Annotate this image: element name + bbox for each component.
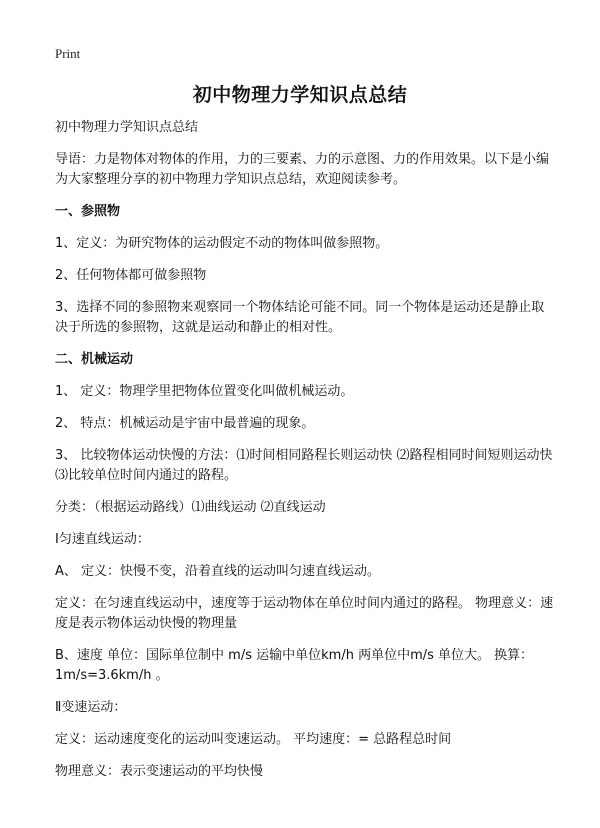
paragraph: 1、 定义：物理学里把物体位置变化叫做机械运动。 [55,384,354,399]
document-body [55,118,555,794]
paragraph: A、 定义：快慢不变，沿着直线的运动叫匀速直线运动。 [55,564,381,579]
paragraph: 2、 特点：机械运动是宇宙中最普遍的现象。 [55,416,315,431]
subtitle-paragraph: 初中物理力学知识点总结 [55,120,199,135]
section-heading-mechanical-motion: 二、机械运动 [55,352,134,367]
paragraph: 2、任何物体都可做参照物 [55,268,207,283]
paragraph: 1、定义：为研究物体的运动假定不动的物体叫做参照物。 [55,236,389,251]
paragraph: 分类：（根据运动路线）⑴曲线运动 ⑵直线运动 [55,500,326,515]
paragraph: 3、选择不同的参照物来观察同一个物体结论可能不同。同一个物体是运动还是静止取决于所选的参照物，这就是运动和静止的相对性。 [55,300,545,335]
section-heading-reference: 一、参照物 [55,204,121,219]
document-title: 初中物理力学知识点总结 [192,84,408,106]
print-link[interactable]: Print [55,46,81,61]
paragraph: B、速度 单位：国际单位制中 m/s 运输中单位km/h 两单位中m/s 单位大。 换算：1m/s=3.6km/h 。 [55,648,534,683]
paragraph: Ⅱ变速运动： [55,700,127,715]
paragraph: 3、 比较物体运动快慢的方法：⑴时间相同路程长则运动快 ⑵路程相同时间短则运动快 ⑶比较单位时间内通过的路程。 [55,448,553,483]
paragraph: Ⅰ匀速直线运动： [55,532,150,547]
paragraph: 物理意义：表示变速运动的平均快慢 [55,764,264,779]
paragraph: 定义：运动速度变化的运动叫变速运动。 平均速度：= 总路程总时间 [55,732,452,747]
paragraph: 定义：在匀速直线运动中，速度等于运动物体在单位时间内通过的路程。 物理意义：速度是表示物体运动快慢的物理量 [55,596,554,631]
intro-paragraph: 导语：力是物体对物体的作用，力的三要素、力的示意图、力的作用效果。以下是小编为大家整理分享的初中物理力学知识点总结，欢迎阅读参考。 [55,152,550,187]
